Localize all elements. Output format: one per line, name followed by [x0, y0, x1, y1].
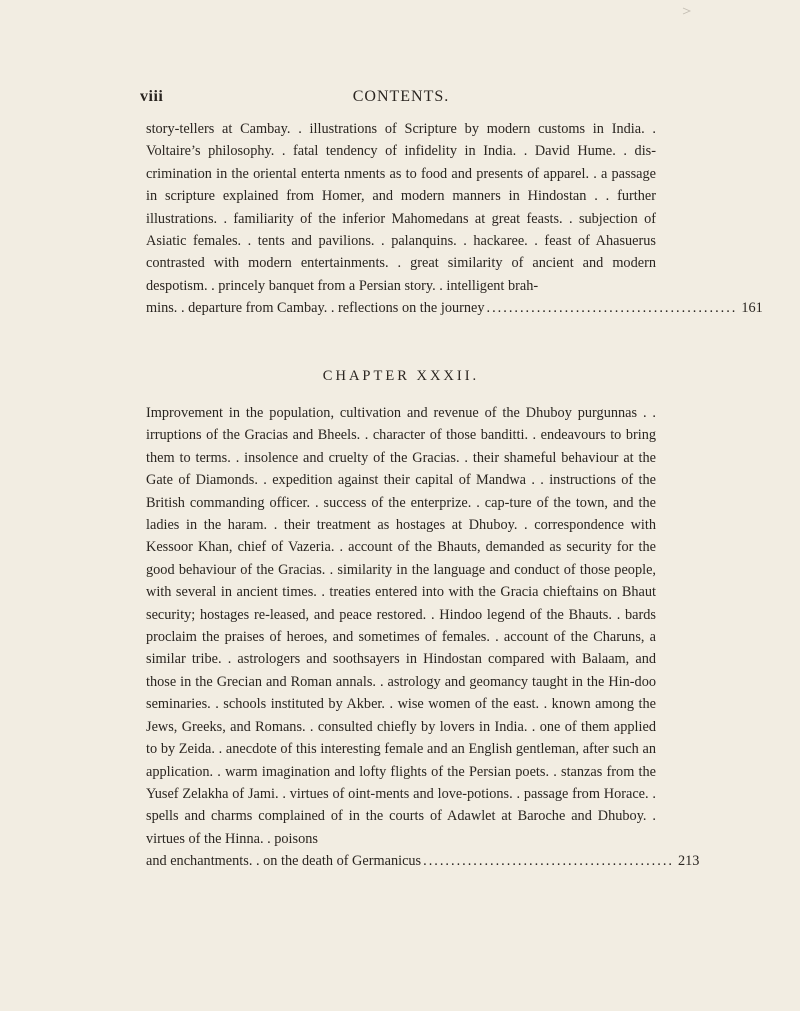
page-header — [140, 88, 656, 112]
entry-page-number: 213 — [677, 853, 700, 870]
contents-entry-previous — [146, 118, 763, 320]
entry-page-number: 161 — [741, 300, 763, 317]
entry-last-line: mins. . departure from Cambay. . reflections on the journey — [146, 300, 485, 317]
dot-leader: ............................................. — [423, 853, 674, 870]
entry-body: story-tellers at Cambay. . illustrations of Scripture by modern customs in India. . Voltaire’s philosophy. . fatal tendency of infidelity in India. . David Hume. . dis-crimination in the oriental enterta nments as to food and presents of apparel. . a passage in scripture explained from Homer, and modern manners in Hindostan . . further illustrations. . familiarity of the inferior Mahomedans at great feasts. . subjection of Asiatic females. . tents and pavilions. . palanquins. . hackaree. . feast of Ahasuerus contrasted with modern entertainments. . great similarity of ancient and modern despotism. . princely banquet from a Persian story. . intelligent brah- — [146, 121, 656, 294]
page-mark-icon — [682, 6, 692, 16]
chapter-heading: CHAPTER XXXII. — [322, 368, 480, 384]
contents-entry-chapter-xxxii — [146, 402, 700, 873]
entry-body: Improvement in the population, cultivation and revenue of the Dhuboy purgunnas . . irruptions of the Gracias and Bheels. . character of those banditti. . endeavours to bring them to terms. . insolence and cruelty of the Gracias. . their shameful behaviour at the Gate of Diamonds. . expedition against their capital of Mandwa . . instructions of the British commanding officer. . success of the enterprize. . cap-ture of the town, and the ladies in the haram. . their treatment as hostages at Dhuboy. . correspondence with Kessoor Khan, chief of Vazeria. . account of the Bhauts, demanded as security for the good behaviour of the Gracias. . similarity in the language and conduct of those people, with several in ancient times. . treaties entered into with the Gracia chieftains on Bhaut security; hostages re-leased, and peace restored. . Hindoo legend of the Bhauts. . bards proclaim the praises of heroes, and sometimes of females. . account of the Charuns, a similar tribe. . astrologers and soothsayers in Hindostan compared with Balaam, and those in the Grecian and Roman annals. . astrology and geomancy taught in the Hin-doo seminaries. . schools instituted by Akber. . wise women of the east. . known among the Jews, Greeks, and Romans. . consulted chiefly by lovers in India. . one of them applied to by Zeida. . anecdote of this interesting female and an English gentleman, after such an application. . warm imagination and lofty flights of the Persian poets. . stanzas from the Yusef Zelakha of Jami. . virtues of oint-ments and love-potions. . passage from Horace. . spells and charms complained of in the courts of Adawlet at Baroche and Dhuboy. . virtues of the Hinna. . poisons — [146, 405, 656, 847]
entry-last-line: and enchantments. . on the death of Germanicus — [146, 853, 422, 870]
entry-leader-line — [146, 850, 700, 872]
running-head: CONTENTS. — [352, 88, 450, 105]
page-number: viii — [140, 88, 164, 105]
dot-leader: ............................................. — [486, 300, 738, 317]
entry-leader-line — [146, 297, 763, 319]
